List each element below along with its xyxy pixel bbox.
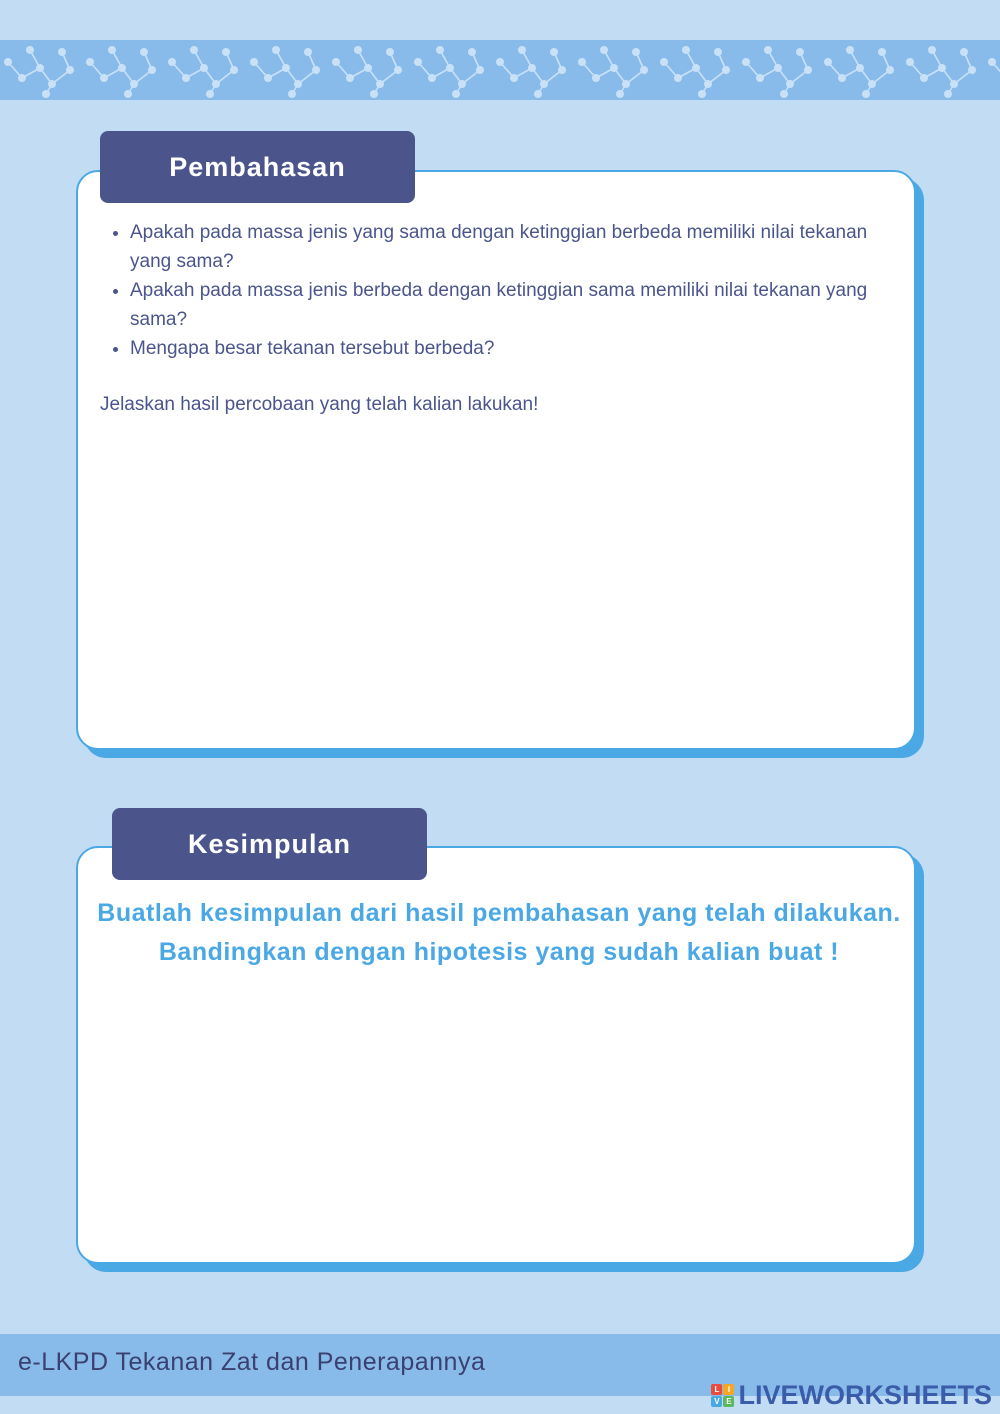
molecule-atom <box>693 65 699 71</box>
molecule-atom <box>511 75 517 81</box>
molecule-atom <box>847 47 853 53</box>
molecule-atom <box>283 65 289 71</box>
molecule-atom <box>371 91 377 97</box>
molecule-atom <box>623 81 629 87</box>
molecule-atom <box>125 91 131 97</box>
molecule-atom <box>611 65 617 71</box>
molecule-atom <box>757 75 763 81</box>
molecule-atom <box>675 75 681 81</box>
molecule-atom <box>347 75 353 81</box>
molecule-atom <box>683 47 689 53</box>
molecule-atom <box>945 91 951 97</box>
discussion-title: Pembahasan <box>100 131 415 203</box>
molecule-atom <box>415 59 421 65</box>
molecule-atom <box>863 91 869 97</box>
molecule-atom <box>661 59 667 65</box>
molecule-atom <box>101 75 107 81</box>
molecule-atom <box>593 75 599 81</box>
molecule-atom <box>535 91 541 97</box>
molecule-atom <box>541 81 547 87</box>
molecule-atom <box>705 81 711 87</box>
liveworksheets-logo[interactable] <box>711 1378 992 1412</box>
molecule-atom <box>313 67 319 73</box>
molecule-atom <box>715 49 721 55</box>
molecule-atom <box>951 81 957 87</box>
molecule-atom <box>723 67 729 73</box>
molecule-atom <box>447 65 453 71</box>
molecule-atom <box>497 59 503 65</box>
molecule-atom <box>601 47 607 53</box>
liveworksheets-mark-icon: L I V E <box>711 1384 734 1407</box>
molecule-atom <box>929 47 935 53</box>
molecule-atom <box>27 47 33 53</box>
molecule-atom <box>59 49 65 55</box>
molecule-atom <box>469 49 475 55</box>
molecule-atom <box>879 49 885 55</box>
molecule-atom <box>149 67 155 73</box>
molecule-atom <box>295 81 301 87</box>
molecule-atom <box>43 91 49 97</box>
molecule-atom <box>333 59 339 65</box>
molecule-atom <box>131 81 137 87</box>
molecule-atom <box>907 59 913 65</box>
molecule-atom <box>183 75 189 81</box>
molecule-atom <box>223 49 229 55</box>
molecule-atom <box>265 75 271 81</box>
molecule-atom <box>641 67 647 73</box>
question-item: • Apakah pada massa jenis berbeda dengan ketinggian sama memiliki nilai tekanan yang sama? <box>130 276 900 334</box>
question-item: • Mengapa besar tekanan tersebut berbeda? <box>130 334 900 363</box>
molecule-atom <box>87 59 93 65</box>
discussion-instruction: Jelaskan hasil percobaan yang telah kalian lakukan! <box>100 394 539 415</box>
molecule-atom <box>839 75 845 81</box>
molecule-atom <box>969 67 975 73</box>
molecule-atom <box>251 59 257 65</box>
molecule-atom <box>869 81 875 87</box>
molecule-atom <box>805 67 811 73</box>
molecule-atom <box>207 91 213 97</box>
conclusion-title: Kesimpulan <box>112 808 427 880</box>
molecule-atom <box>743 59 749 65</box>
molecule-pattern-icon <box>0 40 1000 100</box>
molecule-atom <box>887 67 893 73</box>
molecule-atom <box>37 65 43 71</box>
molecule-atom <box>921 75 927 81</box>
molecule-atom <box>109 47 115 53</box>
molecule-atom <box>305 49 311 55</box>
molecule-atom <box>529 65 535 71</box>
question-list <box>108 218 900 363</box>
molecule-atom <box>429 75 435 81</box>
molecule-atom <box>459 81 465 87</box>
molecule-atom <box>231 67 237 73</box>
molecule-atom <box>273 47 279 53</box>
molecule-atom <box>141 49 147 55</box>
molecule-atom <box>477 67 483 73</box>
molecule-atom <box>289 91 295 97</box>
molecule-atom <box>579 59 585 65</box>
molecule-atom <box>765 47 771 53</box>
molecule-atom <box>49 81 55 87</box>
conclusion-prompt: Buatlah kesimpulan dari hasil pembahasan yang telah dilakukan. Bandingkan dengan hipotesis yang sudah kalian buat ! <box>97 899 901 966</box>
molecule-atom <box>201 65 207 71</box>
question-item: • Apakah pada massa jenis yang sama dengan ketinggian berbeda memiliki nilai tekanan yang sama? <box>130 218 900 276</box>
molecule-atom <box>437 47 443 53</box>
molecule-atom <box>191 47 197 53</box>
molecule-atom <box>67 67 73 73</box>
molecule-atom <box>961 49 967 55</box>
molecule-atom <box>395 67 401 73</box>
molecule-atom <box>633 49 639 55</box>
molecule-atom <box>781 91 787 97</box>
molecule-atom <box>797 49 803 55</box>
molecule-atom <box>825 59 831 65</box>
molecule-atom <box>213 81 219 87</box>
molecule-atom <box>355 47 361 53</box>
molecule-atom <box>453 91 459 97</box>
molecule-atom <box>19 75 25 81</box>
molecule-atom <box>365 65 371 71</box>
molecule-atom <box>387 49 393 55</box>
molecule-atom <box>775 65 781 71</box>
molecule-atom <box>519 47 525 53</box>
decorative-banner <box>0 40 1000 100</box>
molecule-atom <box>939 65 945 71</box>
molecule-atom <box>857 65 863 71</box>
molecule-atom <box>989 59 995 65</box>
molecule-atom <box>559 67 565 73</box>
molecule-atom <box>5 59 11 65</box>
molecule-atom <box>699 91 705 97</box>
footer-title: e-LKPD Tekanan Zat dan Penerapannya <box>18 1348 486 1376</box>
molecule-atom <box>787 81 793 87</box>
molecule-atom <box>169 59 175 65</box>
molecule-atom <box>617 91 623 97</box>
molecule-atom <box>551 49 557 55</box>
molecule-atom <box>119 65 125 71</box>
liveworksheets-text: LIVEWORKSHEETS <box>738 1379 992 1410</box>
molecule-atom <box>377 81 383 87</box>
